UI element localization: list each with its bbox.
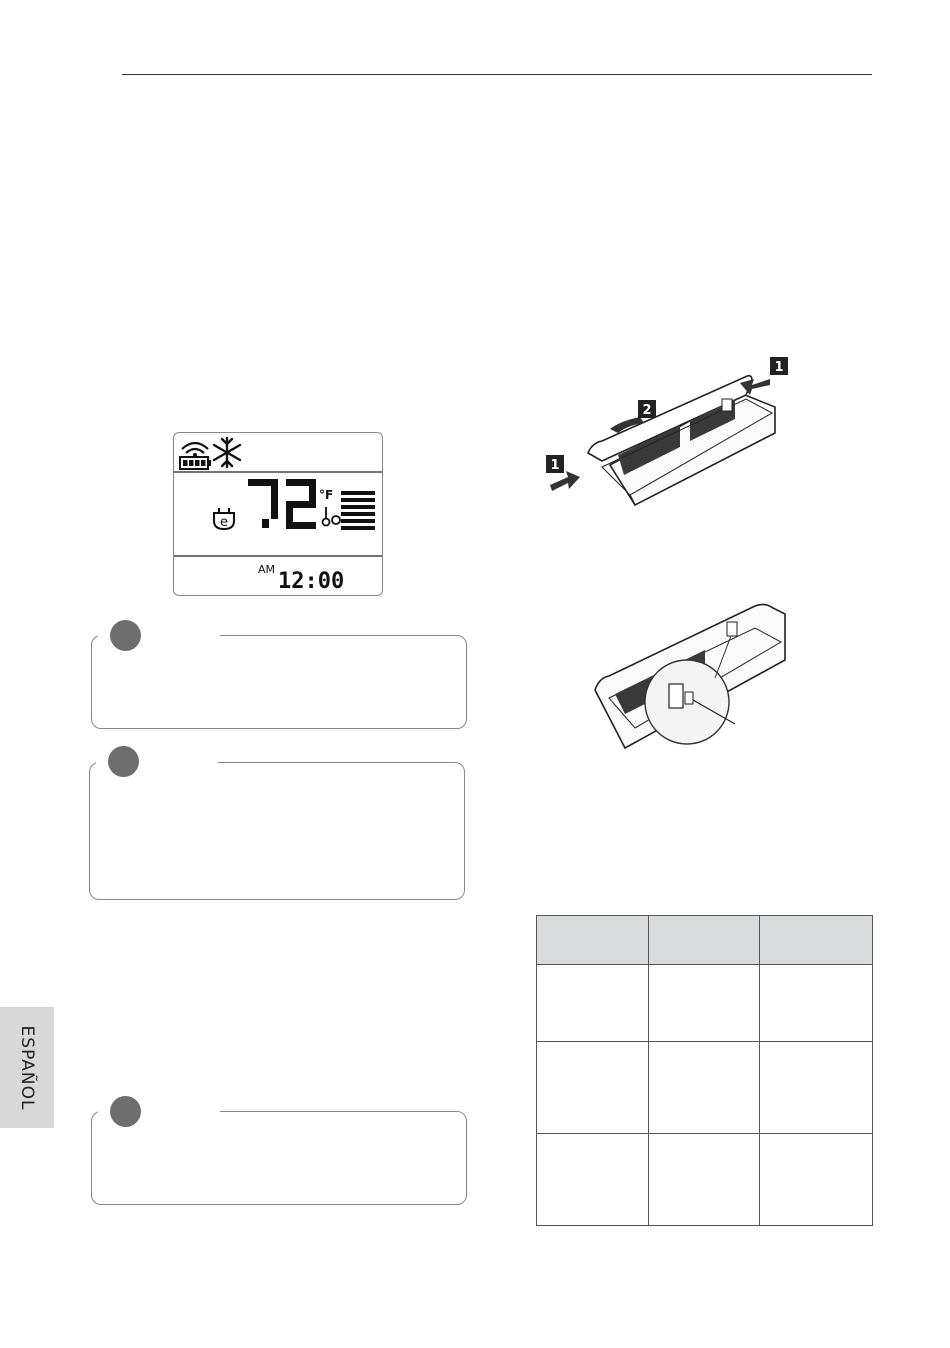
table-cell — [760, 965, 873, 1042]
header-rule — [122, 74, 872, 75]
energy-letter: e — [220, 515, 228, 530]
table-cell — [760, 1134, 873, 1226]
table-row — [537, 1134, 873, 1226]
table-cell — [760, 1042, 873, 1134]
table-cell — [648, 965, 760, 1042]
temperature-unit: °F — [319, 488, 334, 502]
figure-open-front-panel — [540, 355, 800, 525]
lcd-display — [173, 432, 383, 596]
svg-text:2: 2 — [642, 403, 652, 418]
fan-speed-bars-icon — [341, 491, 375, 530]
snowflake-icon — [214, 438, 240, 467]
note-box-3 — [91, 1111, 467, 1205]
battery-icon — [180, 457, 211, 469]
spec-table — [536, 915, 873, 1226]
note-icon — [108, 746, 139, 777]
lcd-graphic — [174, 433, 382, 595]
figure-switch-location — [585, 598, 795, 758]
table-header-cell — [648, 916, 760, 965]
table-header-cell — [760, 916, 873, 965]
table-cell — [648, 1042, 760, 1134]
svg-text:1: 1 — [550, 458, 560, 473]
thermometer-icon — [323, 507, 341, 526]
clock-time: 12:00 — [278, 569, 345, 594]
language-side-tab — [0, 1007, 54, 1128]
am-pm-indicator: AM — [258, 563, 276, 576]
table-cell — [648, 1134, 760, 1226]
table-cell — [537, 1042, 649, 1134]
language-label: ESPAÑOL — [17, 1025, 37, 1110]
table-row — [537, 965, 873, 1042]
note-box-1 — [91, 635, 467, 729]
table-cell — [537, 1134, 649, 1226]
temperature-digits — [248, 479, 316, 529]
wifi-signal-icon — [182, 443, 208, 457]
note-icon — [110, 620, 141, 651]
svg-text:1: 1 — [774, 360, 784, 375]
table-cell — [537, 965, 649, 1042]
note-box-2 — [89, 762, 465, 900]
table-header-row — [537, 916, 873, 965]
note-icon — [110, 1096, 141, 1127]
table-row — [537, 1042, 873, 1134]
table-header-cell — [537, 916, 649, 965]
